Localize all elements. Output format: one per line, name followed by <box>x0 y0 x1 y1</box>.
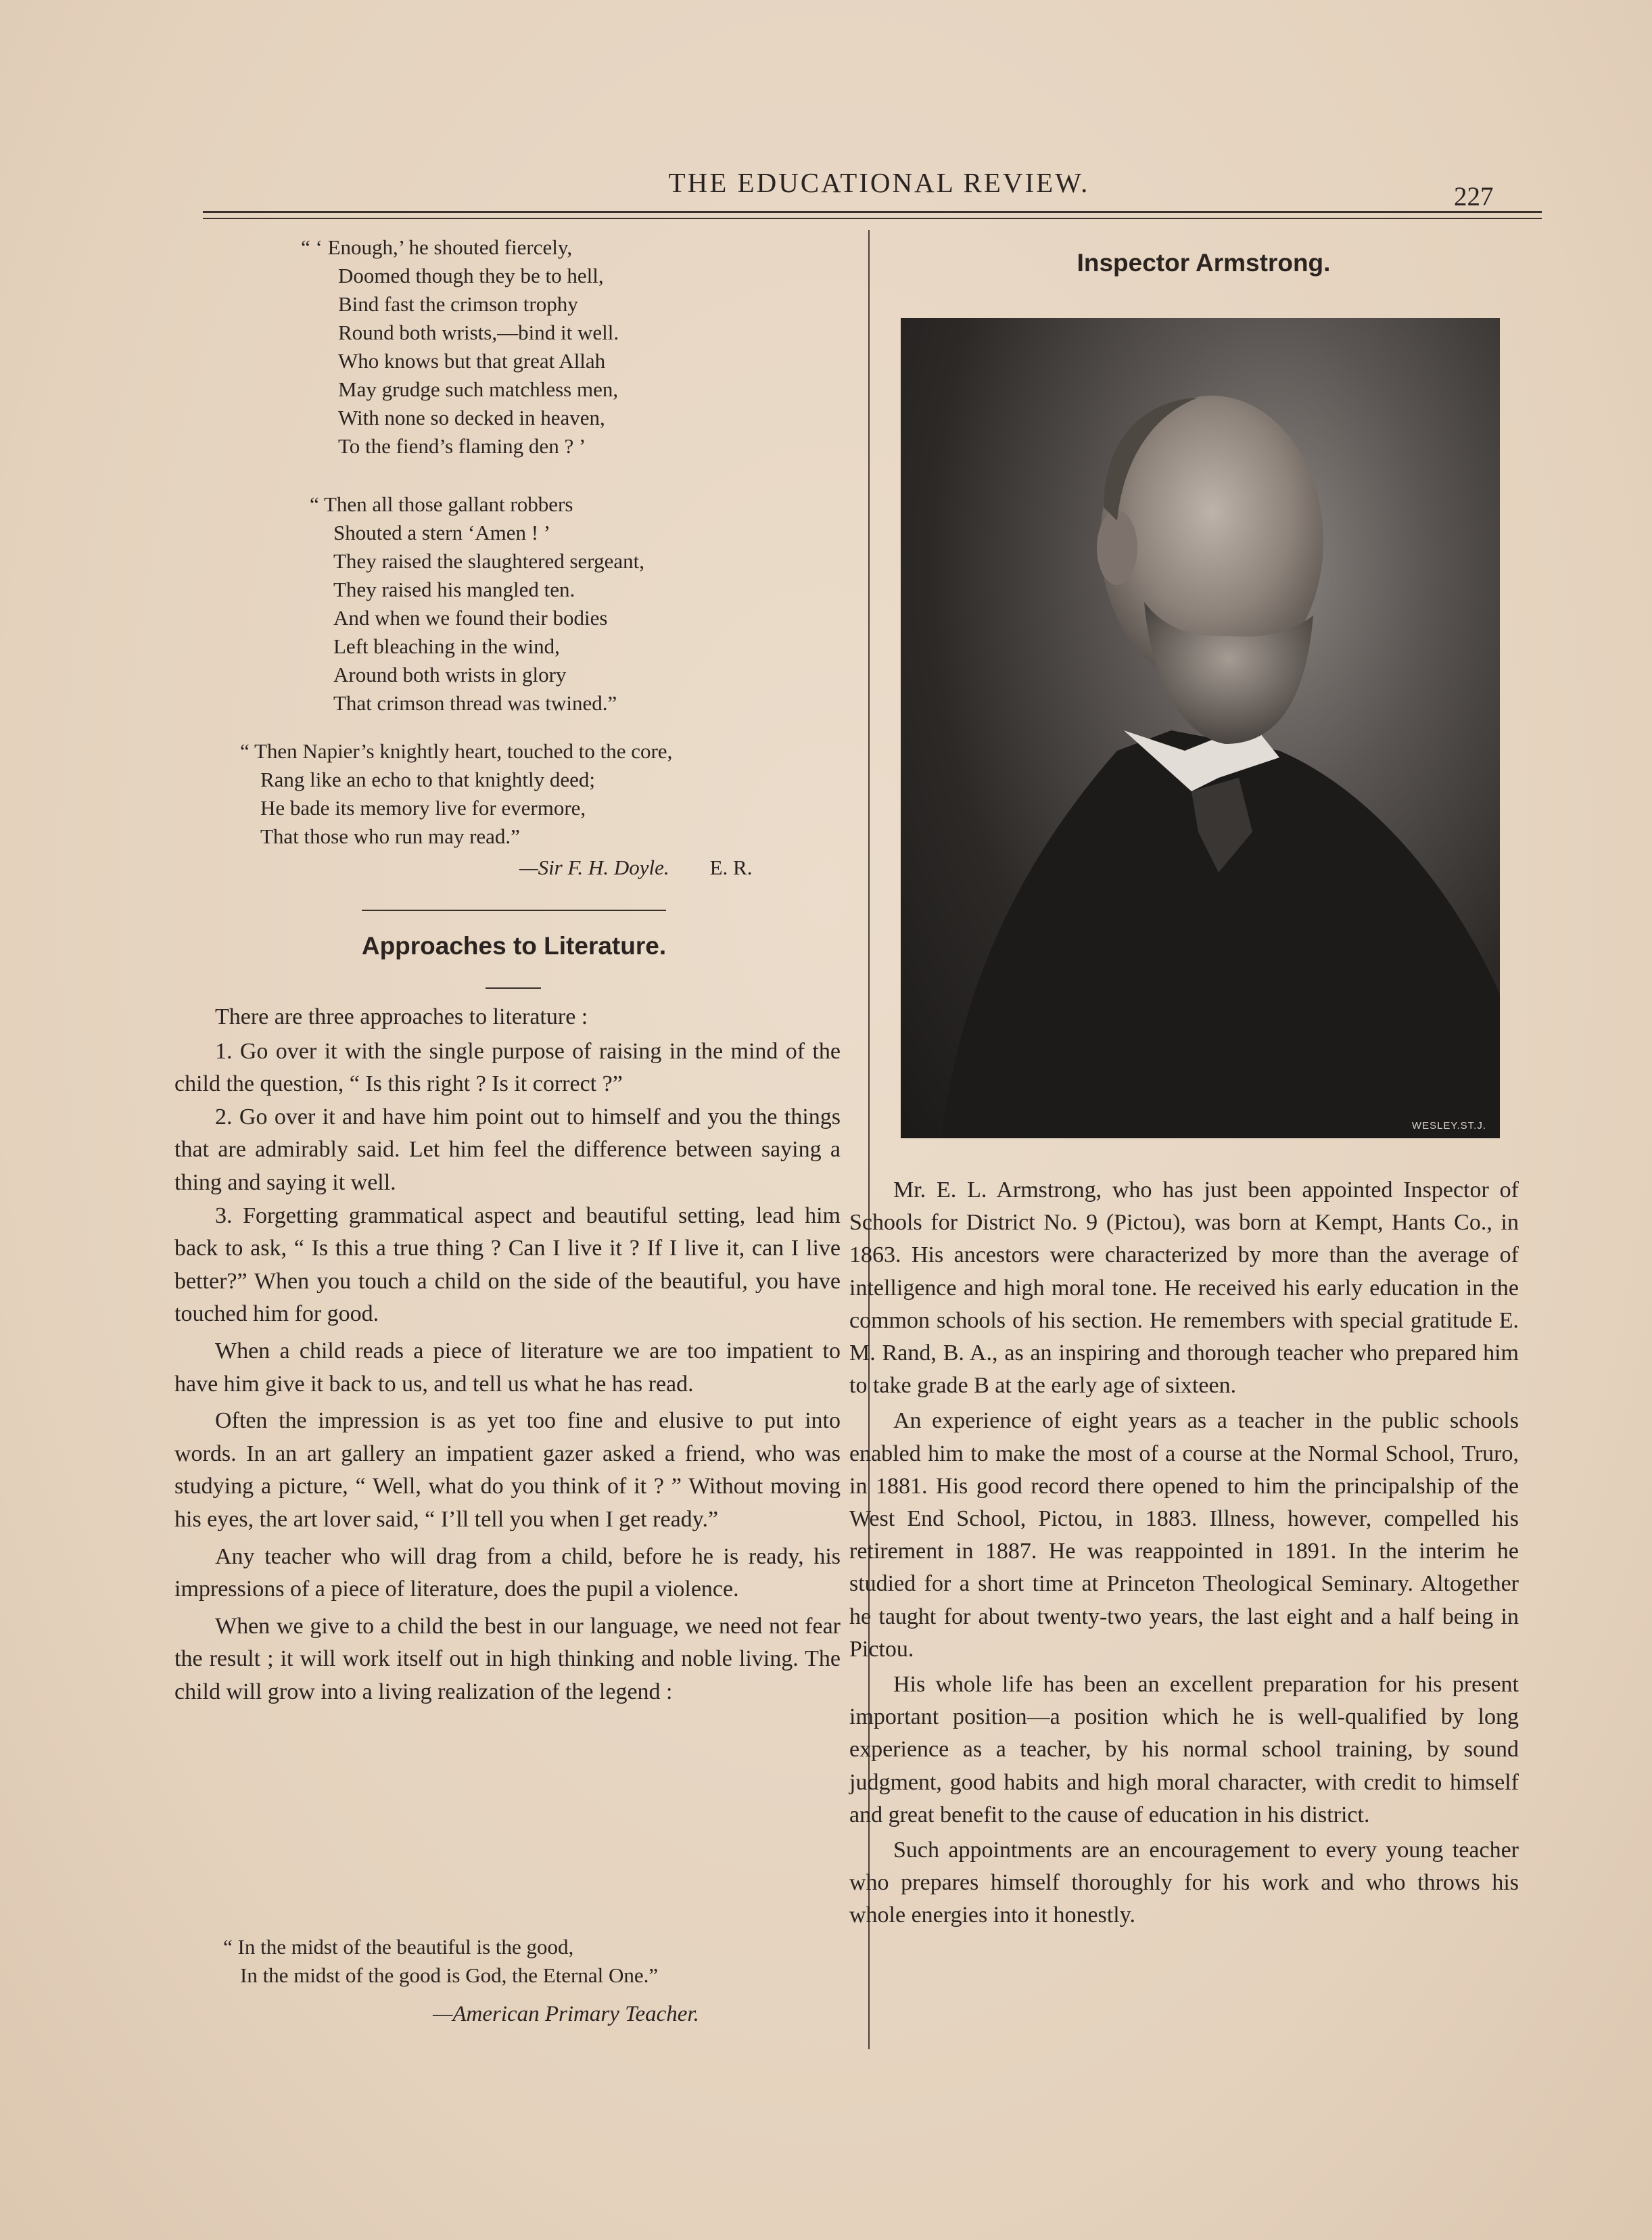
poem-line: They raised the slaughtered sergeant, <box>333 549 644 573</box>
poem-line: Rang like an echo to that knightly deed; <box>260 768 596 791</box>
poem-line: Who knows but that great Allah <box>338 349 606 373</box>
poem-stanza-3 <box>240 737 672 851</box>
poem-line: Bind fast the crimson trophy <box>338 292 578 316</box>
paragraph: There are three approaches to literature : <box>215 1004 588 1029</box>
running-title: THE EDUCATIONAL REVIEW. <box>668 167 1090 198</box>
paragraph: When we give to a child the best in our language, we need not fear the result ; it will work itself out in high thinking and noble living. The child will grow into a living realization of the legend : <box>174 1613 841 1704</box>
photo-credit: WESLEY.ST.J. <box>1411 1120 1486 1131</box>
quote-line: In the midst of the good is God, the Eternal One.” <box>240 1963 659 1987</box>
poem-initials: E. R. <box>709 856 753 879</box>
poem-line: Shouted a stern ‘Amen ! ’ <box>333 521 551 544</box>
poem-stanza-2 <box>310 490 644 718</box>
literature-article-body <box>174 1001 841 1708</box>
poem-line: That those who run may read.” <box>260 824 520 848</box>
title-underline <box>486 987 541 989</box>
poem-line: Around both wrists in glory <box>333 663 567 686</box>
paragraph: An experience of eight years as a teacher in the public schools enabled him to make the most of a course at the Normal School, Truro, in 1881. His good record there opened to him the principalship of the West End School, Pictou, in 1883. Illness, however, compelled his retirement in 1887. He was reappointed in 1891. In the interim he studied for a short time at Princeton Theological Seminary. Altogether he taught for about twenty-two years, the last eight and a half being in Pictou. <box>849 1408 1519 1662</box>
paragraph: 3. Forgetting grammatical aspect and beautiful setting, lead him back to ask, “ Is this a true thing ? Can I live it ? If I live it, can I live better?” When you touch a child on the side of the beautiful, you have touched him for good. <box>174 1203 841 1327</box>
poem-line: They raised his mangled ten. <box>333 578 575 601</box>
poem-line: “ ‘ Enough,’ he shouted fiercely, <box>301 235 573 259</box>
poem-author: —Sir F. H. Doyle. <box>519 856 669 879</box>
armstrong-article-body <box>849 1174 1519 1932</box>
paragraph: When a child reads a piece of literature we are too impatient to have him give it back to us, and tell us what he has read. <box>174 1338 841 1397</box>
poem-line: Round both wrists,—bind it well. <box>338 321 619 344</box>
paragraph: 2. Go over it and have him point out to himself and you the things that are admirably said. Let him feel the difference between saying a thing and saying it well. <box>174 1104 841 1195</box>
poem-line: “ Then all those gallant robbers <box>310 492 573 516</box>
poem-line: To the fiend’s flaming den ? ’ <box>338 434 586 458</box>
paragraph: His whole life has been an excellent preparation for his present important position—a position which he is well-qualified by long experience as a teacher, by his normal school training, by sound judgment, good habits and high moral character, with credit to himself and great benefit to the cause of education in his district. <box>849 1672 1519 1827</box>
poem-line: And when we found their bodies <box>333 606 608 630</box>
closing-quote <box>223 1933 658 1990</box>
paragraph: Often the impression is as yet too fine and elusive to put into words. In an art gallery an impatient gazer asked a friend, who was studying a picture, “ Well, what do you think of it ? ” Without moving his eyes, the art lover said, “ I’ll tell you when I get ready.” <box>174 1408 841 1532</box>
poem-stanza-1 <box>301 233 619 461</box>
header-rule-double <box>203 218 1542 219</box>
poem-line: That crimson thread was twined.” <box>333 691 617 715</box>
poem-line: May grudge such matchless men, <box>338 377 619 401</box>
paragraph: Such appointments are an encouragement to every young teacher who prepares himself thoroughly for his work and who throws his whole energies into it honestly. <box>849 1838 1519 1928</box>
section-rule <box>362 910 666 911</box>
poem-line: “ Then Napier’s knightly heart, touched to the core, <box>240 739 673 763</box>
portrait-photo <box>901 318 1500 1138</box>
portrait-figure <box>901 318 1500 1138</box>
article-source: —American Primary Teacher. <box>433 2002 699 2026</box>
poem-attribution <box>519 856 752 880</box>
header-rule <box>203 211 1542 213</box>
article-title-literature: Approaches to Literature. <box>361 932 667 960</box>
article-title-armstrong: Inspector Armstrong. <box>1077 249 1331 277</box>
quote-line: “ In the midst of the beautiful is the good, <box>223 1935 574 1959</box>
poem-line: He bade its memory live for evermore, <box>260 796 586 820</box>
paragraph: Any teacher who will drag from a child, before he is ready, his impressions of a piece of literature, does the pupil a violence. <box>174 1543 841 1602</box>
page-number: 227 <box>1454 182 1494 211</box>
poem-line: With none so decked in heaven, <box>338 406 605 429</box>
poem-line: Left bleaching in the wind, <box>333 634 560 658</box>
paragraph: 1. Go over it with the single purpose of raising in the mind of the child the question, “ Is this right ? Is it correct ?” <box>174 1038 841 1097</box>
poem-line: Doomed though they be to hell, <box>338 264 604 287</box>
paragraph: Mr. E. L. Armstrong, who has just been appointed Inspector of Schools for District No. 9 (Pictou), was born at Kempt, Hants Co., in 1863. His ancestors were characterized by more than the average of intelligence and high moral tone. He received his early education in the common schools of his section. He remembers with special gratitude E. M. Rand, B. A., as an inspiring and thorough teacher who prepared him to take grade B at the early age of sixteen. <box>849 1177 1519 1399</box>
